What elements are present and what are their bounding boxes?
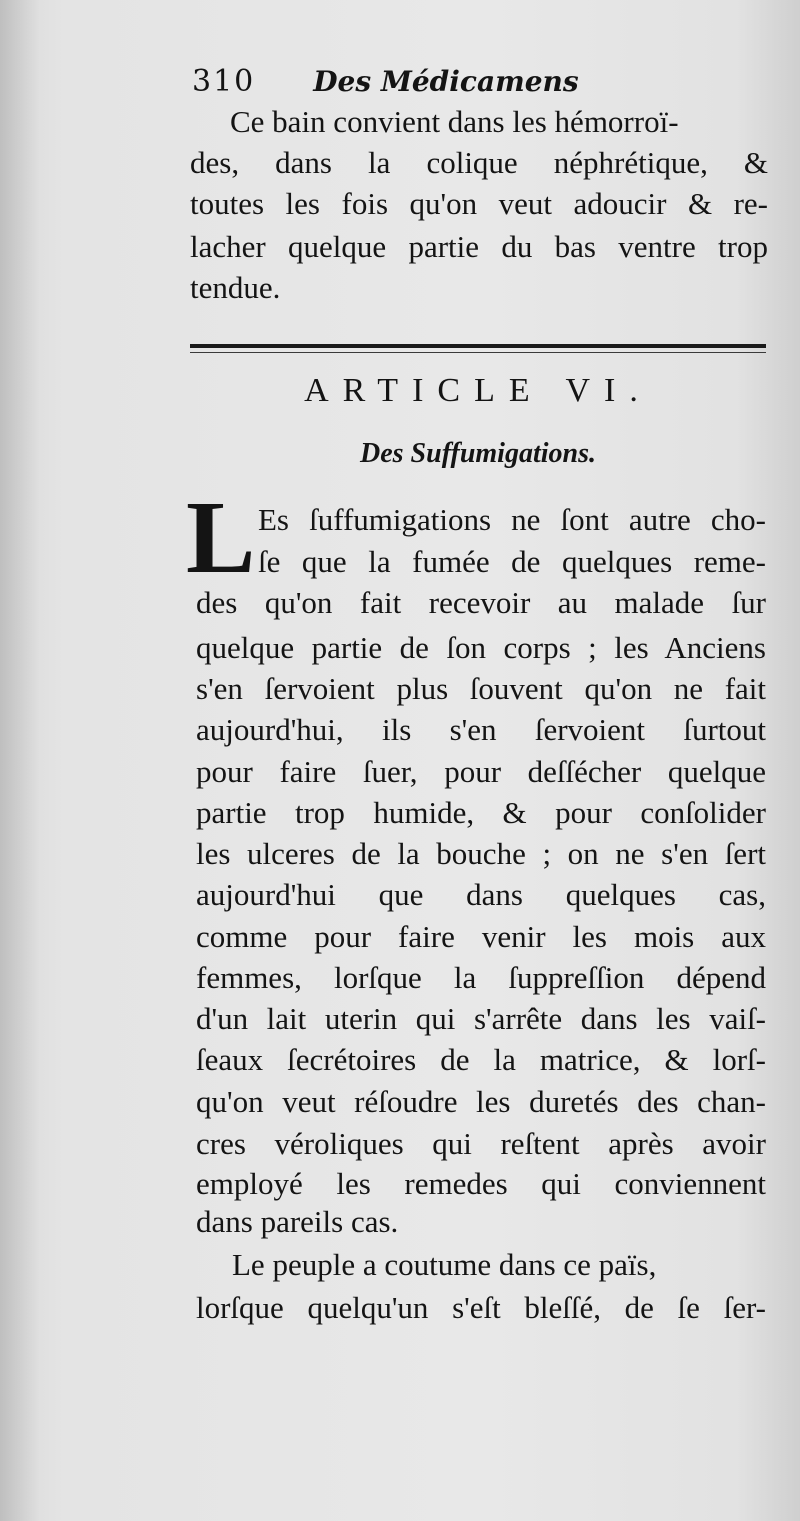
drop-cap: L <box>186 480 256 595</box>
section-divider-thin <box>190 352 766 353</box>
section-title: Des Suffumigations. <box>360 438 596 469</box>
text-line: des, dans la colique néphrétique, & <box>190 145 768 180</box>
text-line: Le peuple a coutume dans ce païs, <box>232 1247 657 1282</box>
text-line: aujourd'hui que dans quelques cas, <box>196 877 766 912</box>
text-line: s'en ſervoient plus ſouvent qu'on ne fait <box>196 671 766 706</box>
text-line: lorſque quelqu'un s'eſt bleſſé, de ſe ſer- <box>196 1290 766 1325</box>
text-line: toutes les fois qu'on veut adoucir & re- <box>190 186 768 221</box>
text-line: cres véroliques qui reſtent après avoir <box>196 1126 766 1161</box>
section-divider <box>190 344 766 348</box>
text-line: partie trop humide, & pour conſolider <box>196 795 766 830</box>
text-line: qu'on veut réſoudre les duretés des chan- <box>196 1084 766 1119</box>
text-line: ſeaux ſecrétoires de la matrice, & lorſ- <box>196 1042 766 1077</box>
page-gutter-shadow <box>0 0 40 1521</box>
page-number: 310 <box>192 64 256 99</box>
text-line: d'un lait uterin qui s'arrête dans les vaiſ- <box>196 1001 766 1036</box>
text-line: pour faire ſuer, pour deſſécher quelque <box>196 754 766 789</box>
text-line: femmes, lorſque la ſuppreſſion dépend <box>196 960 766 995</box>
text-line: tendue. <box>190 270 281 305</box>
text-line: Ce bain convient dans les hémorroï- <box>230 104 679 139</box>
article-heading: ARTICLE VI. <box>304 372 652 409</box>
text-line: les ulceres de la bouche ; on ne s'en ſert <box>196 836 766 871</box>
text-line: aujourd'hui, ils s'en ſervoient ſurtout <box>196 712 766 747</box>
running-title: Des Médicamens <box>313 65 579 98</box>
text-line: lacher quelque partie du bas ventre trop <box>190 229 768 264</box>
text-line: ſe que la fumée de quelques reme- <box>258 544 766 579</box>
text-line: comme pour faire venir les mois aux <box>196 919 766 954</box>
text-line: employé les remedes qui conviennent <box>196 1166 766 1201</box>
text-line: des qu'on fait recevoir au malade ſur <box>196 585 766 620</box>
text-line: quelque partie de ſon corps ; les Anciens <box>196 630 766 665</box>
text-line: dans pareils cas. <box>196 1204 399 1239</box>
text-line: Es ſuffumigations ne ſont autre cho- <box>258 502 766 537</box>
running-head <box>192 64 579 104</box>
